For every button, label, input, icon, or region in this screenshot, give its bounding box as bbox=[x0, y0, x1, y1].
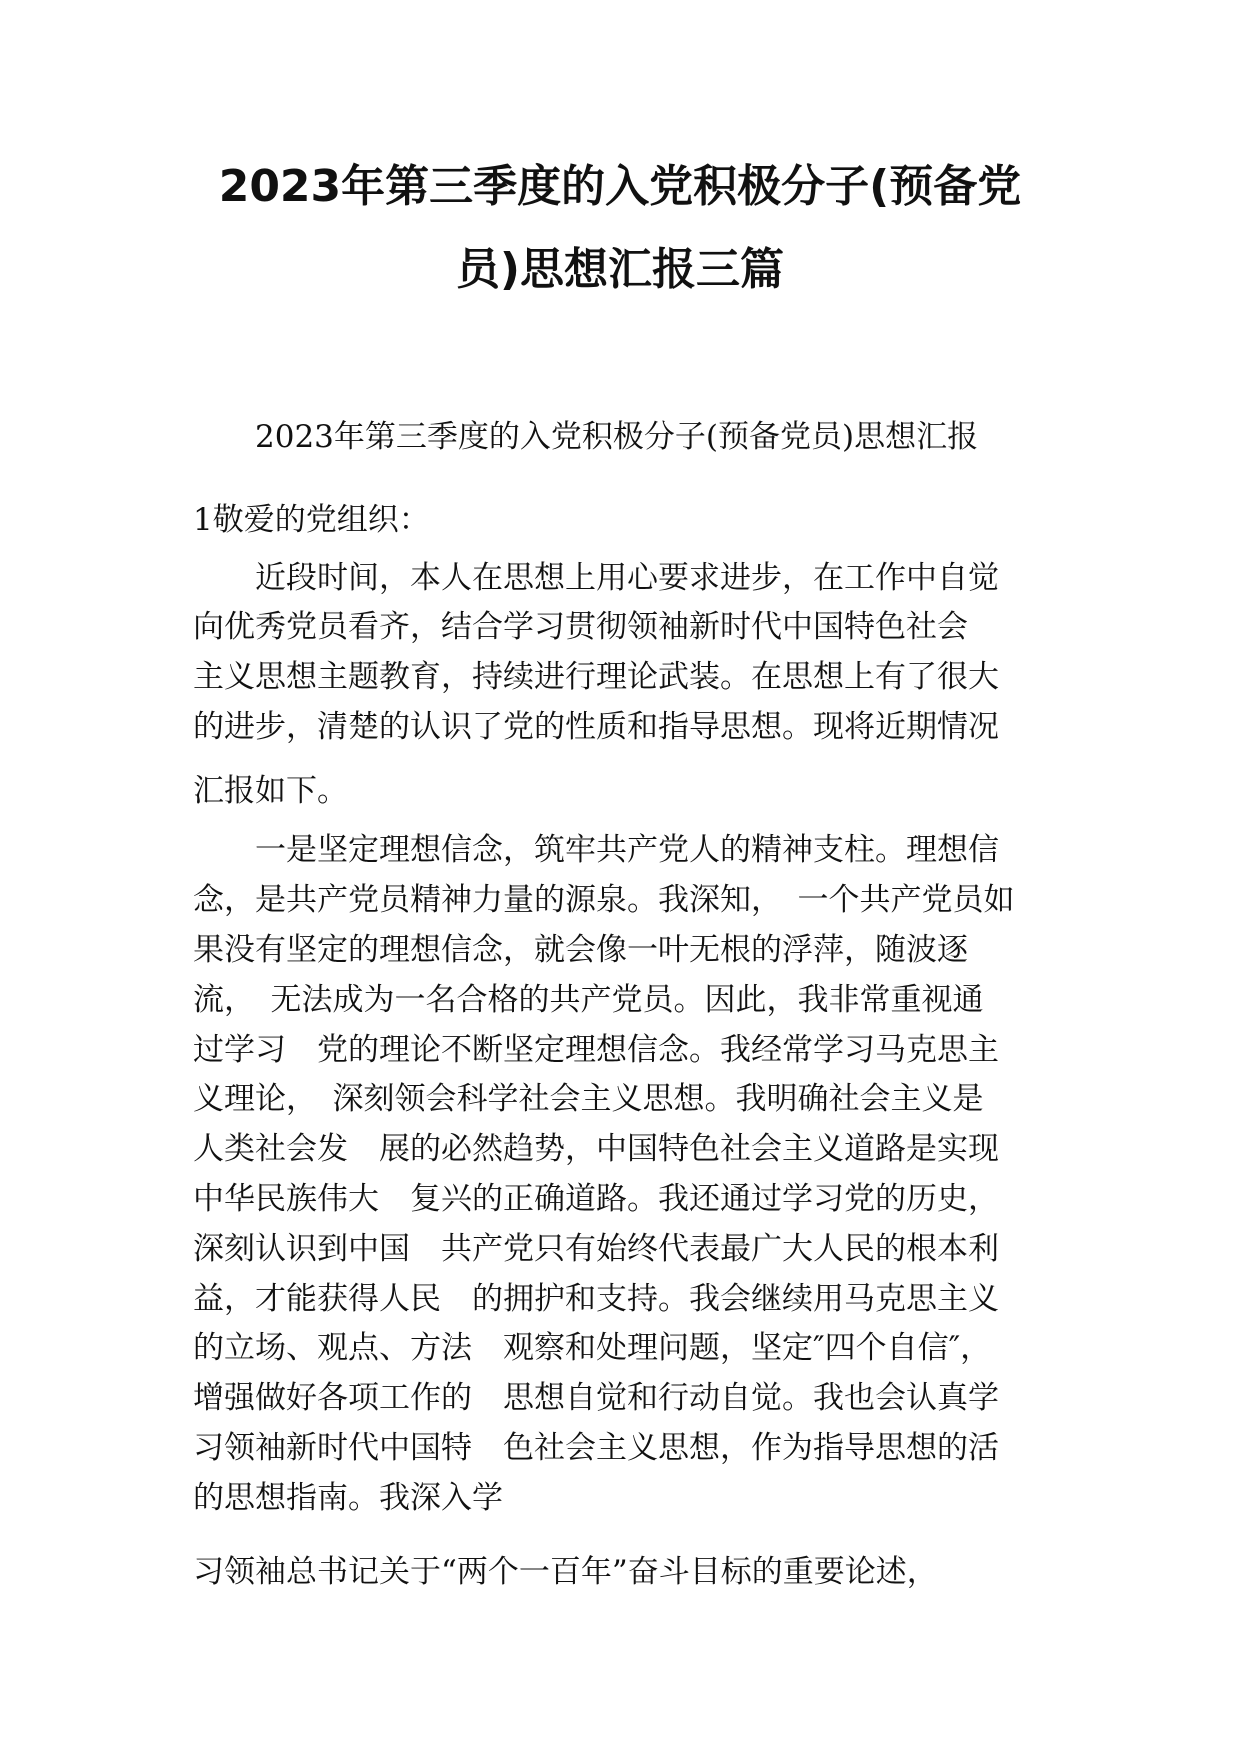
body-line: 深刻认识到中国 共产党只有始终代表最广大人民的根本利 bbox=[193, 1231, 999, 1267]
body-line: 向优秀党员看齐，结合学习贯彻领袖新时代中国特色社会 bbox=[193, 609, 968, 645]
document-title-line-1: 2023年第三季度的入党积极分子(预备党 bbox=[218, 161, 1022, 212]
document-title-line-2: 员)思想汇报三篇 bbox=[455, 244, 785, 295]
body-line: 念，是共产党员精神力量的源泉。我深知， 一个共产党员如 bbox=[193, 882, 1015, 918]
body-line: 过学习 党的理论不断坚定理想信念。我经常学习马克思主 bbox=[193, 1032, 999, 1068]
body-line: 1敬爱的党组织： bbox=[193, 502, 430, 538]
body-line: 益，才能获得人民 的拥护和支持。我会继续用马克思主义 bbox=[193, 1281, 999, 1317]
body-line: 汇报如下。 bbox=[193, 773, 348, 809]
body-line: 中华民族伟大 复兴的正确道路。我还通过学习党的历史， bbox=[193, 1181, 999, 1217]
body-line: 果没有坚定的理想信念，就会像一叶无根的浮萍，随波逐 bbox=[193, 932, 968, 968]
body-line: 增强做好各项工作的 思想自觉和行动自觉。我也会认真学 bbox=[193, 1380, 999, 1416]
body-line: 习领袖新时代中国特 色社会主义思想，作为指导思想的活 bbox=[193, 1430, 999, 1466]
body-line: 主义思想主题教育，持续进行理论武装。在思想上有了很大 bbox=[193, 659, 999, 695]
body-line: 流， 无法成为一名合格的共产党员。因此，我非常重视通 bbox=[193, 982, 984, 1018]
body-line: 习领袖总书记关于“两个一百年”奋斗目标的重要论述， bbox=[193, 1554, 938, 1590]
body-line: 2023年第三季度的入党积极分子(预备党员)思想汇报 bbox=[193, 419, 979, 455]
body-line: 的立场、观点、方法 观察和处理问题，坚定″四个自信″， bbox=[193, 1330, 992, 1366]
body-line: 的思想指南。我深入学 bbox=[193, 1480, 503, 1516]
body-line: 人类社会发 展的必然趋势，中国特色社会主义道路是实现 bbox=[193, 1131, 999, 1167]
body-line: 一是坚定理想信念，筑牢共产党人的精神支柱。理想信 bbox=[193, 832, 999, 868]
body-line: 义理论， 深刻领会科学社会主义思想。我明确社会主义是 bbox=[193, 1081, 984, 1117]
body-line: 的进步，清楚的认识了党的性质和指导思想。现将近期情况 bbox=[193, 709, 999, 745]
body-line: 近段时间，本人在思想上用心要求进步，在工作中自觉 bbox=[193, 560, 999, 596]
